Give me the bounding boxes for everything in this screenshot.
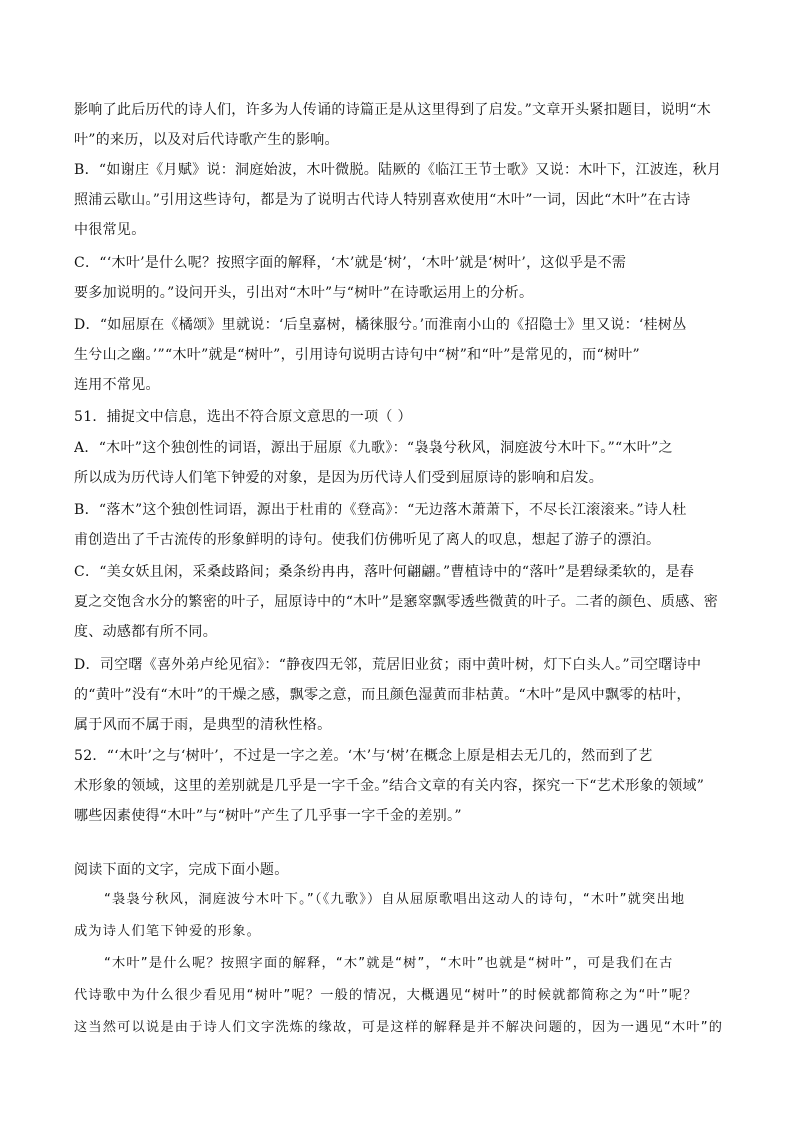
text-line: 叶”的来历，以及对后代诗歌产生的影响。 [74, 132, 339, 148]
option-a-line: A．“木叶”这个独创性的词语，源出于屈原《九歌》：“袅袅兮秋风，洞庭波兮木叶下。”“木叶”之 [74, 440, 673, 456]
text-line: 中很常见。 [74, 222, 146, 238]
option-c-line: C．“‘木叶’是什么呢？按照字面的解释，‘木’就是‘树’，‘木叶’就是‘树叶’，这似乎是不需 [74, 255, 627, 271]
option-b-line: B．“如谢庄《月赋》说：洞庭始波，木叶微脱。陆厥的《临江王节士歌》又说：木叶下，江波连，秋月 [74, 162, 722, 178]
passage-line: 这当然可以说是由于诗人们文字洗炼的缘故，可是这样的解释是并不解决问题的，因为一遇见“木叶”的 [74, 1020, 724, 1035]
text-line: 甫创造出了千古流传的形象鲜明的诗句。使我们仿佛听见了离人的叹息，想起了游子的漂泊。 [74, 532, 661, 548]
text-line: 影响了此后历代的诗人们，许多为人传诵的诗篇正是从这里得到了启发。”文章开头紧扣题目，说明“木 [74, 102, 712, 118]
text-line: 照浦云歇山。”引用这些诗句，都是为了说明古代诗人特别喜欢使用“木叶”一词，因此“木叶”在古诗 [74, 192, 691, 208]
text-line: 度、动感都有所不同。 [74, 624, 217, 640]
option-b-line: B．“落木”这个独创性词语，源出于杜甫的《登高》：“无边落木萧萧下，不尽长江滚滚来。”诗人杜 [74, 502, 687, 518]
option-d-line: D．“如屈原在《橘颂》里就说：‘后皇嘉树，橘徕服兮。’而淮南小山的《招隐士》里又说：‘桂树丛 [74, 317, 687, 333]
text-line: 属于风而不属于雨，是典型的清秋性格。 [74, 717, 332, 733]
passage-line: “袅袅兮秋风，洞庭波兮木叶下。”（《九歌》）自从屈原歌唱出这动人的诗句，“木叶”就突出地 [104, 892, 686, 907]
text-line: 生兮山之幽。’”“木叶”就是“树叶”，引用诗句说明古诗句中“树”和“叶”是常见的，而“树叶” [74, 347, 640, 363]
text-line: 的“黄叶”没有“木叶”的干燥之感，飘零之意，而且颜色湿黄而非枯黄。“木叶”是风中飘零的枯叶， [74, 687, 691, 703]
section-intro: 阅读下面的文字，完成下面小题。 [74, 862, 289, 878]
text-line: 要多加说明的。”设问开头，引出对“木叶”与“树叶”在诗歌运用上的分析。 [74, 285, 534, 301]
passage-line: “木叶”是什么呢？按照字面的解释，“木”就是“树”，“木叶”也就是“树叶”，可是我们在古 [104, 956, 674, 971]
option-d-line: D．司空曙《喜外弟卢纶见宿》：“静夜四无邻，荒居旧业贫；雨中黄叶树，灯下白头人。”司空曙诗中 [74, 657, 702, 673]
question-51: 51．捕捉文中信息，选出不符合原文意思的一项（ ） [74, 409, 412, 425]
text-line: 哪些因素使得“木叶”与“树叶”产生了几乎事一字千金的差别。” [74, 808, 462, 824]
text-line: 连用不常见。 [74, 377, 160, 393]
passage-line: 成为诗人们笔下钟爱的形象。 [74, 924, 262, 939]
text-line: 术形象的领域，这里的差别就是几乎是一字千金。”结合文章的有关内容，探究一下“艺术形象的领域” [74, 778, 705, 794]
passage-line: 代诗歌中为什么很少看见用“树叶”呢？一般的情况，大概遇见“树叶”的时候就都简称之为“叶”呢？ [74, 988, 698, 1003]
option-c-line: C．“美女妖且闲，采桑歧路间；桑条纷冉冉，落叶何翩翩。”曹植诗中的“落叶”是碧绿柔软的，是春 [74, 564, 695, 580]
question-52: 52．“‘木叶’之与‘树叶’，不过是一字之差。‘木’与‘树’在概念上原是相去无几的，然而到了艺 [74, 748, 653, 764]
text-line: 夏之交饱含水分的繁密的叶子，屈原诗中的“木叶”是窸窣飘零透些微黄的叶子。二者的颜色、质感、密 [74, 594, 719, 610]
text-line: 所以成为历代诗人们笔下钟爱的对象，是因为历代诗人们受到屈原诗的影响和启发。 [74, 470, 604, 486]
